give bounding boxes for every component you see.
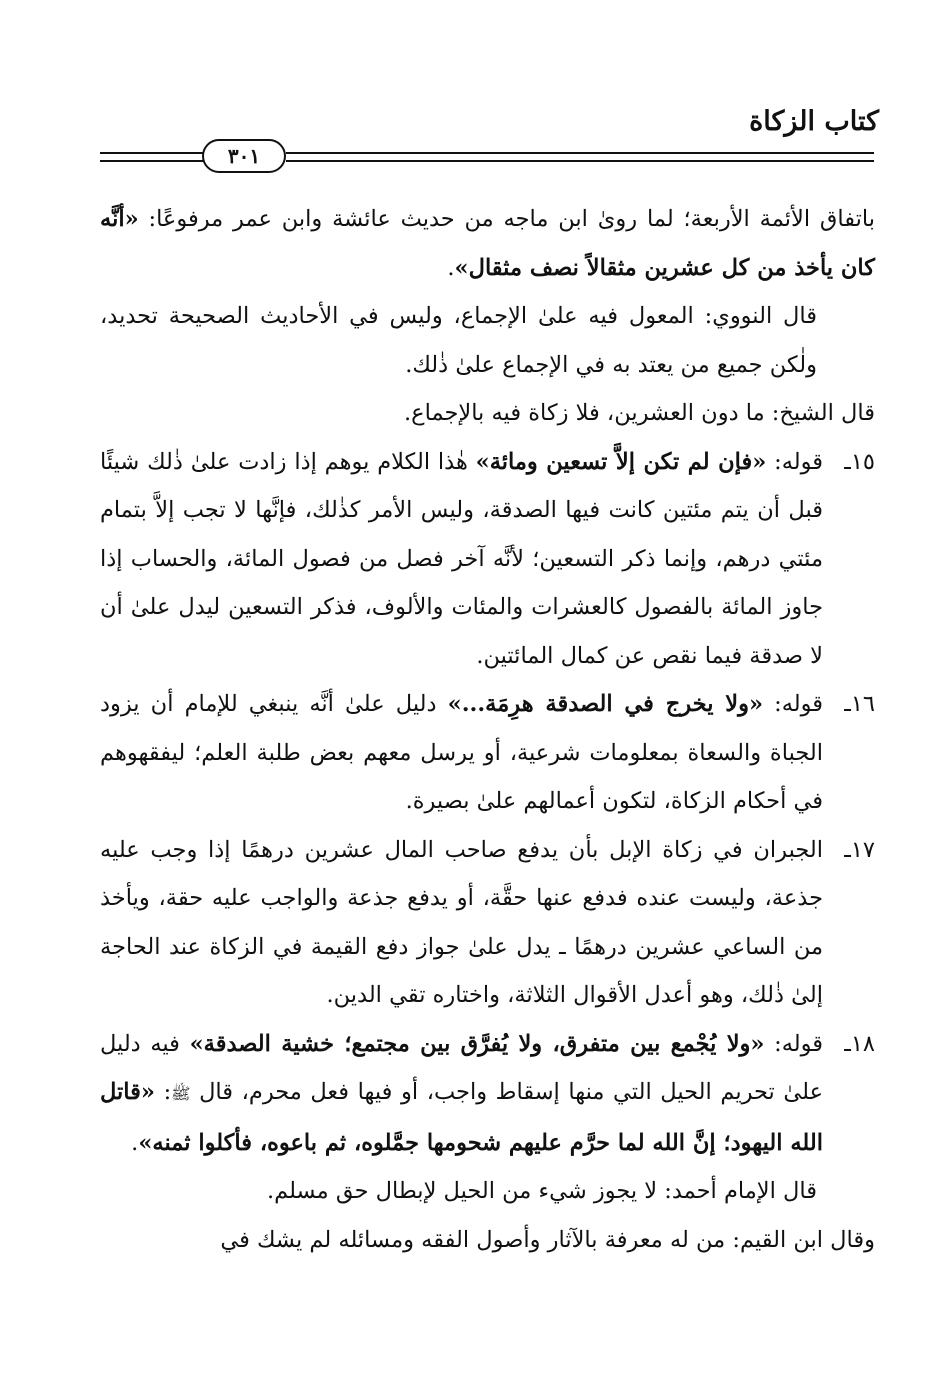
item-number: ١٥ـ [844, 448, 875, 475]
numbered-item-15: ١٥ـ قوله: «فإن لم تكن إلاَّ تسعين ومائة» هٰذا الكلام يوهم إذا زادت علىٰ ذٰلك شيئًا قبل أن يتم مئتين كانت فيها الصدقة، وليس الأمر كذٰلك، فإنَّها لا تجب إلاَّ بتمام مئتي درهم، وإنما ذكر التسعين؛ لأنَّه آخر فصل من فصول المائة، والحساب إذا جاوز المائة بالفصول كالعشرات والمئات والألوف، فذكر التسعين ليدل علىٰ أن لا صدقة فيما نقص عن كمال المائتين. [100, 438, 875, 681]
quoted-text: «ولا يُجْمع بين متفرق، ولا يُفرَّق بين مجتمع؛ خشية الصدقة» [189, 1030, 765, 1057]
item-number: ١٨ـ [844, 1030, 875, 1057]
numbered-item-17: ١٧ـ الجبران في زكاة الإبل بأن يدفع صاحب المال عشرين درهمًا إذا وجب عليه جذعة، وليست عنده فدفع عنها حقَّة، أو يدفع جذعة والواجب عليه حقة، ويأخذ من الساعي عشرين درهمًا ـ يدل علىٰ جواز دفع القيمة في الزكاة عند الحاجة إلىٰ ذٰلك، وهو أعدل الأقوال الثلاثة، واختاره تقي الدين. [100, 826, 875, 1020]
paragraph-sheikh: قال الشيخ: ما دون العشرين، فلا زكاة فيه بالإجماع. [404, 400, 875, 426]
pbuh-ligature: ﷺ [171, 1084, 191, 1103]
header-rule-left [100, 152, 204, 162]
page-number: ٣٠١ [202, 139, 286, 173]
paragraph-ibn-qayyim: وقال ابن القيم: من له معرفة بالآثار وأصول الفقه ومسائله لم يشك في [220, 1226, 875, 1253]
item-number: ١٧ـ [844, 836, 875, 863]
running-header-title: كتاب الزكاة [749, 106, 879, 137]
item-number: ١٦ـ [844, 691, 875, 717]
header-rule-right [286, 152, 874, 162]
paragraph-nawawi: قال النووي: المعول فيه علىٰ الإجماع، وليس في الأحاديث الصحيحة تحديد، ولٰكن جميع من يعتد به في الإجماع علىٰ ذٰلك. [100, 303, 817, 378]
page-body [100, 195, 875, 1264]
quoted-text: «فإن لم تكن إلاَّ تسعين ومائة» [475, 448, 767, 475]
hadith-quote: «أنَّه كان يأخذ من كل عشرين مثقالاً نصف مثقال» [100, 206, 875, 281]
hadith-quote: «قاتل الله اليهود؛ إنَّ الله لما حرَّم عليهم شحومها جمَّلوه، ثم باعوه، فأكلوا ثمنه» [100, 1079, 823, 1156]
paragraph-continuation: باتفاق الأئمة الأربعة؛ لما روىٰ ابن ماجه من حديث عائشة وابن عمر مرفوعًا: «أنَّه كان يأخذ من كل عشرين مثقالاً نصف مثقال». [100, 206, 875, 281]
quoted-text: «ولا يخرج في الصدقة هرِمَة...» [447, 691, 764, 717]
paragraph-ahmad: قال الإمام أحمد: لا يجوز شيء من الحيل لإبطال حق مسلم. [266, 1178, 817, 1204]
numbered-item-18: ١٨ـ قوله: «ولا يُجْمع بين متفرق، ولا يُفرَّق بين مجتمع؛ خشية الصدقة» فيه دليل علىٰ تحريم الحيل التي منها إسقاط واجب، أو فيها فعل محرم، قال ﷺ: «قاتل الله اليهود؛ إنَّ الله لما حرَّم عليهم شحومها جمَّلوه، ثم باعوه، فأكلوا ثمنه». [100, 1020, 875, 1168]
numbered-item-16: ١٦ـ قوله: «ولا يخرج في الصدقة هرِمَة...» دليل علىٰ أنَّه ينبغي للإمام أن يزود الجباة والسعاة بمعلومات شرعية، أو يرسل معهم بعض طلبة العلم؛ ليفقهوهم في أحكام الزكاة، لتكون أعمالهم علىٰ بصيرة. [100, 680, 875, 826]
